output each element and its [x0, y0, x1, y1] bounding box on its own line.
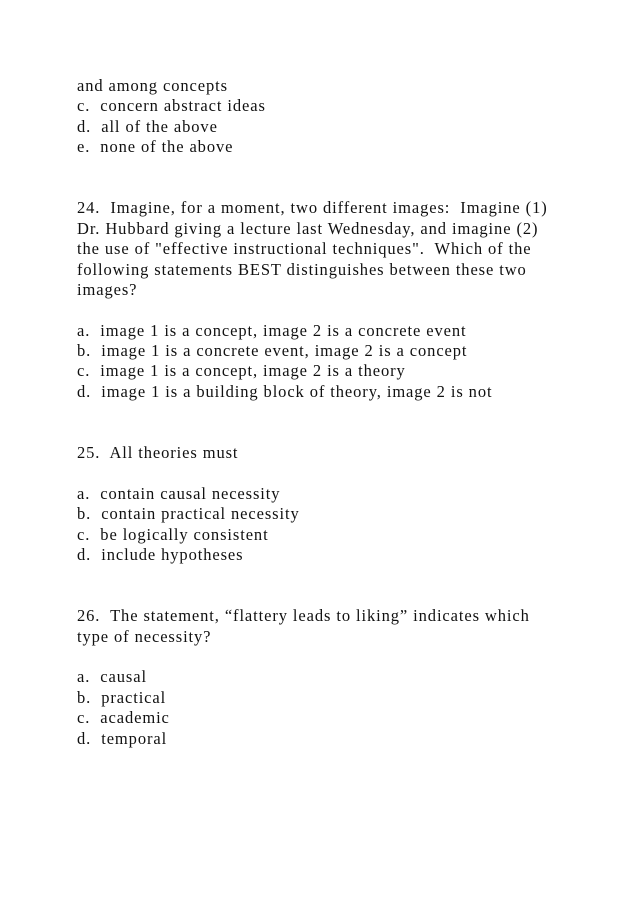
spacer	[77, 647, 597, 667]
spacer	[77, 300, 597, 320]
option-d: d. temporal	[77, 728, 168, 748]
option-c: c. academic	[77, 708, 170, 728]
stem-line: Dr. Hubbard giving a lecture last Wednesday, and imagine (2)	[77, 218, 539, 238]
carryover-line: and among concepts	[77, 76, 228, 95]
question-25	[77, 443, 597, 565]
stem-line: 25. All theories must	[77, 443, 239, 463]
question-24	[77, 198, 597, 402]
question-stem	[77, 443, 597, 463]
stem-line: 26. The statement, “flattery leads to liking” indicates which	[77, 606, 530, 626]
carryover-block	[77, 76, 597, 158]
option-a: a. image 1 is a concept, image 2 is a concrete event	[77, 320, 467, 340]
spacer	[77, 565, 597, 606]
stem-line: type of necessity?	[77, 626, 212, 646]
option-c: c. be logically consistent	[77, 524, 269, 544]
option-c: c. concern abstract ideas	[77, 96, 266, 116]
question-stem	[77, 198, 597, 300]
page-content	[77, 76, 597, 749]
question-26	[77, 606, 597, 749]
spacer	[77, 463, 597, 483]
option-b: b. image 1 is a concrete event, image 2 is a concept	[77, 341, 468, 361]
option-d: d. include hypotheses	[77, 545, 244, 565]
option-e: e. none of the above	[77, 137, 234, 157]
stem-line: 24. Imagine, for a moment, two different images: Imagine (1)	[77, 198, 548, 218]
stem-line: following statements BEST distinguishes between these two	[77, 259, 527, 279]
stem-line: images?	[77, 279, 138, 299]
stem-line: the use of "effective instructional techniques". Which of the	[77, 239, 532, 259]
option-b: b. contain practical necessity	[77, 504, 300, 524]
question-stem	[77, 606, 597, 647]
spacer	[77, 158, 597, 199]
option-b: b. practical	[77, 687, 167, 707]
answer-options	[77, 667, 597, 749]
spacer	[77, 402, 597, 443]
option-d: d. all of the above	[77, 116, 218, 136]
option-c: c. image 1 is a concept, image 2 is a theory	[77, 361, 406, 381]
answer-options	[77, 321, 597, 403]
option-a: a. contain causal necessity	[77, 483, 281, 503]
option-d: d. image 1 is a building block of theory, image 2 is not	[77, 381, 493, 401]
answer-options	[77, 484, 597, 566]
option-a: a. causal	[77, 667, 147, 687]
